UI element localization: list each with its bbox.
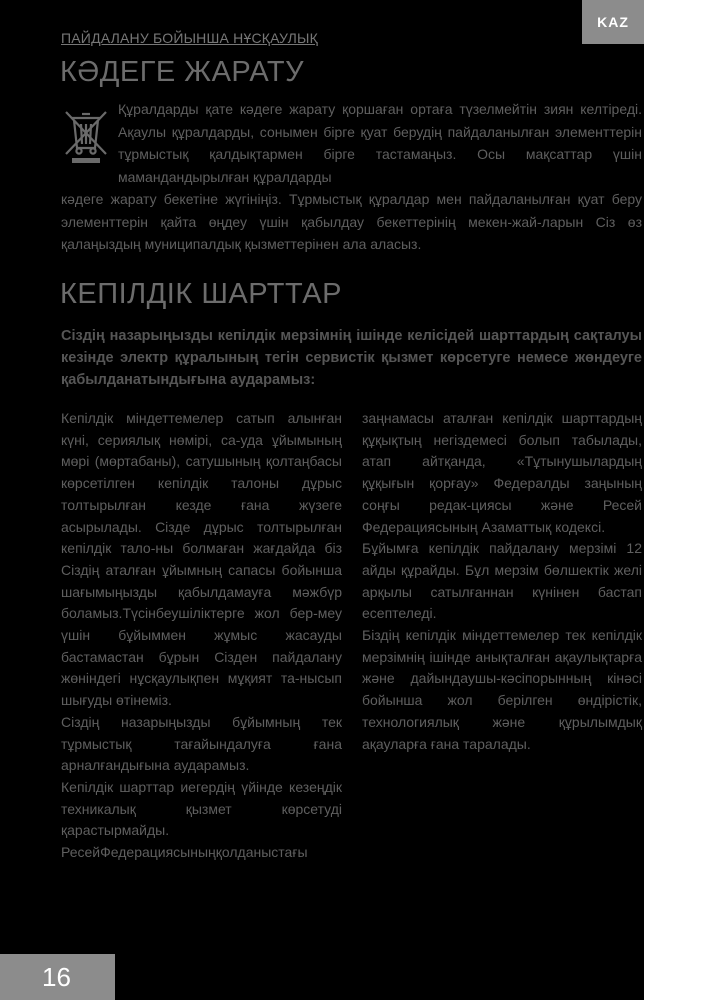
disposal-title: КӘДЕГЕ ЖАРАТУ (60, 56, 305, 88)
warranty-right-column (362, 408, 642, 755)
page-number: 16 (0, 954, 115, 1000)
language-tab: KAZ (582, 0, 644, 44)
paragraph: заңнамасы аталған кепілдік шарттардың құқықтың негіздемесі болып табылады, атап айтқанда, «Тұтынушылардың құқығын қорғау» Федералды заңының соңғы редак-циясы және Ресей Федерациясының Азаматтық кодексі. (362, 410, 642, 535)
disposal-text-beside-icon: Құралдарды қате кәдеге жарату қоршаған ортаға түзелмейтін зиян келтіреді. Ақаулы құралдарды, сонымен бірге қуат берудің пайдаланылған элементтерін тұрмыстық қалдықтармен бірге тастамаңыз. Осы мақсаттар үшін мамандандырылған құралдарды (118, 101, 642, 185)
paragraph: Біздің кепілдік міндеттемелер тек кепілдік мерзімнің ішінде анықталған ақаулықтарға және дайындаушы-кәсіпорынның кінәсі бойынша жол берілген өндірістік, технологиялық және құрылымдық ақауларға ғана таралады. (362, 627, 642, 752)
paragraph: Бұйымға кепілдік пайдалану мерзімі 12 айды құрайды. Бұл мерзім бөлшектік желі арқылы сатылғаннан күнінен бастап есептеледі. (362, 540, 642, 622)
warranty-left-column (61, 408, 342, 864)
page-margin-strip (644, 0, 705, 1000)
warranty-intro: Сіздің назарыңызды кепілдік мерзімнің ішінде келісідей шарттардың сақталуы кезінде электр құралының тегін сервистік қызмет көрсетуге немесе жөндеуге қабылданатындығына аударамыз: (61, 328, 642, 388)
paragraph: Кепілдік шарттар иегердің үйінде кезеңдік техникалық қызмет көрсетуді қарастырмайды. (61, 778, 342, 839)
crossed-out-wheelie-bin-icon (60, 108, 112, 166)
paragraph: Сіздің назарыңызды бұйымның тек тұрмыстық тағайындалуға ғана арналғандығына аударамыз. (61, 713, 342, 774)
warranty-title: КЕПІЛДІК ШАРТТАР (60, 278, 342, 310)
disposal-text-full-width: кәдеге жарату бекетіне жүгініңіз. Тұрмыстық құралдар мен пайдаланылған қуат беру элементтерін қайта өңдеу үшін қабылдау бекеттерінің мекен-жай-ларын Сіз өз қалаңыздың муниципалдық қызметтерінен ала аласыз. (61, 191, 642, 252)
paragraph: РесейФедерациясыныңқолданыстағы (61, 844, 308, 861)
paragraph: Кепілдік міндеттемелер сатып алынған күні, сериялық нөмірі, са-уда ұйымының мөрі (мөртабаны), сатушының қолтаңбасы көрсетілген кепілдік талоны дұрыс толтырылған кезде ғана жүзеге асырылады. Сізде дұрыс толтырылған кепілдік тало-ны болмаған жағдайда біз Сіздің аталған ұйымның сапасы бойынша шағымыңызды қабылдамауға мәжбүр боламыз.Түсінбеушіліктерге жол бер-меу үшін бұйыммен жұмыс жасауды бастамастан бұрын Сізден пайдалану жөніндегі нұсқаулықпен мұқият та-нысып шығуды өтінеміз. (61, 410, 342, 709)
section-header: ПАЙДАЛАНУ БОЙЫНША НҰСҚАУЛЫҚ (61, 30, 319, 46)
